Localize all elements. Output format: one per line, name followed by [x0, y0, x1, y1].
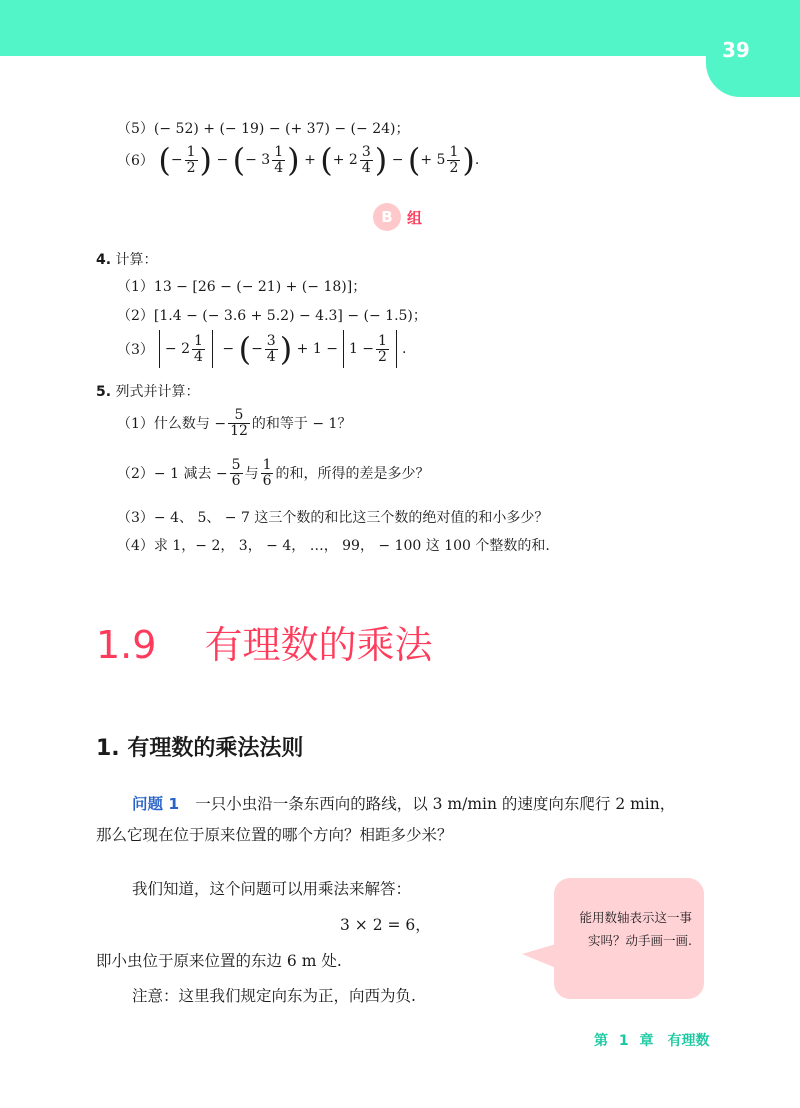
operator: − — [391, 152, 404, 168]
fraction — [261, 458, 274, 488]
part-text: 的和，所得的差是多少？ — [275, 466, 430, 483]
denominator: 4 — [361, 159, 371, 176]
denominator: 12 — [230, 422, 248, 439]
page-number-tab — [706, 0, 800, 97]
period: . — [401, 341, 407, 357]
question-text: 列式并计算： — [115, 384, 200, 400]
paren: ( — [232, 141, 246, 179]
paren: ) — [279, 330, 293, 368]
body-line-3: 注意：这里我们规定向东为正，向西为负. — [132, 987, 416, 1005]
body-line-2: 即小虫位于原来位置的东边 6 m 处. — [96, 952, 342, 970]
denominator: 6 — [262, 472, 272, 489]
section-number: 1.9 — [96, 623, 157, 667]
question-text: 计算： — [115, 252, 158, 268]
subsection-title: 1. 有理数的乘法法则 — [96, 736, 304, 761]
question-5-part-2 — [117, 458, 429, 488]
numerator: 1 — [449, 143, 459, 160]
equation: 3 × 2 = 6， — [340, 916, 431, 934]
question-5 — [96, 381, 200, 401]
term-integer: − 2 — [164, 341, 191, 357]
operator: + — [304, 152, 316, 168]
denominator: 6 — [231, 472, 241, 489]
paren: ( — [158, 141, 171, 179]
question-5-part-1 — [117, 408, 351, 438]
paren: ) — [287, 141, 300, 179]
numerator: 3 — [266, 332, 276, 349]
abs-bar — [159, 330, 160, 368]
page-number: 39 — [722, 38, 750, 62]
paren: ( — [238, 330, 252, 368]
paren: ( — [407, 141, 421, 179]
term-integer: 1 − — [348, 341, 375, 357]
question-4-part-2: （2）[1.4 − (− 3.6 + 5.2) − 4.3] − (− 1.5)； — [117, 308, 427, 324]
fraction — [376, 334, 389, 364]
term-sign: − — [251, 341, 263, 357]
problem-1-line-1 — [132, 792, 675, 814]
term-sign: − — [170, 152, 183, 168]
body-line-1: 我们知道，这个问题可以用乘法来解答： — [132, 880, 412, 898]
problem-label: 问题 1 — [132, 795, 180, 813]
operator: + 1 − — [296, 341, 338, 357]
group-b-heading — [373, 203, 422, 231]
denominator: 2 — [378, 348, 387, 365]
chapter-footer: 第 1 章 有理数 — [594, 1033, 710, 1049]
section-heading: 有理数的乘法 — [204, 623, 433, 667]
abs-bar — [343, 330, 344, 368]
question-4 — [96, 249, 158, 269]
period: . — [474, 152, 480, 168]
top-color-band — [0, 0, 800, 56]
question-4-part-1: （1）13 − [26 − (− 21) + (− 18)]； — [117, 279, 367, 295]
paren: ( — [320, 141, 333, 179]
fraction — [265, 334, 278, 364]
paren: ) — [199, 141, 212, 179]
part-text: 与 — [244, 466, 259, 483]
question-4-part-3 — [117, 330, 406, 368]
section-title — [96, 614, 432, 669]
exercise-6 — [117, 141, 480, 179]
term-integer: − 3 — [245, 152, 271, 168]
bubble-text: 能用数轴表示这一事实吗？动手画一画. — [579, 910, 692, 948]
part-text: 的和等于 − 1？ — [251, 416, 352, 433]
part-text: （2）− 1 减去 − — [117, 466, 228, 483]
denominator: 4 — [194, 348, 203, 365]
denominator: 2 — [186, 159, 196, 176]
fraction — [228, 408, 250, 438]
denominator: 4 — [266, 348, 276, 365]
denominator: 2 — [449, 159, 459, 176]
part-label: （3） — [117, 342, 154, 358]
numerator: 1 — [262, 457, 272, 473]
abs-bar — [396, 330, 397, 368]
question-number: 5. — [96, 384, 112, 400]
group-b-badge: B — [373, 203, 401, 231]
numerator: 5 — [231, 457, 241, 473]
operator: − — [216, 152, 229, 168]
numerator: 1 — [274, 143, 284, 160]
problem-1-line-2: 那么它现在位于原来位置的哪个方向？相距多少米？ — [96, 826, 453, 844]
paren: ) — [462, 141, 475, 179]
operator: − — [222, 341, 235, 357]
exercise-6-label: （6） — [117, 153, 154, 169]
term-integer: + 5 — [420, 152, 446, 168]
fraction — [360, 145, 373, 175]
numerator: 3 — [361, 143, 371, 160]
numerator: 1 — [378, 332, 387, 349]
question-number: 4. — [96, 252, 112, 268]
fraction — [447, 145, 460, 175]
fraction — [230, 458, 243, 488]
fraction — [185, 145, 198, 175]
group-b-label: 组 — [407, 208, 423, 227]
numerator: 5 — [234, 407, 244, 423]
abs-bar — [212, 330, 213, 368]
bubble-tail — [522, 944, 556, 968]
term-integer: + 2 — [332, 152, 358, 168]
question-5-part-3: （3）− 4、 5、 − 7 这三个数的和比这三个数的绝对值的和小多少？ — [117, 510, 549, 526]
fraction — [192, 334, 205, 364]
problem-text: 一只小虫沿一条东西向的路线，以 3 m/min 的速度向东爬行 2 min， — [195, 795, 676, 813]
exercise-5: （5）(− 52) + (− 19) − (+ 37) − (− 24)； — [117, 121, 410, 137]
numerator: 1 — [194, 332, 203, 349]
paren: ) — [374, 141, 388, 179]
numerator: 1 — [186, 143, 196, 160]
fraction — [272, 145, 285, 175]
question-5-part-4: （4）求 1，− 2， 3， − 4， …， 99， − 100 这 100 个整数的和. — [117, 538, 550, 554]
part-text: （1）什么数与 − — [117, 416, 227, 433]
denominator: 4 — [274, 159, 284, 176]
